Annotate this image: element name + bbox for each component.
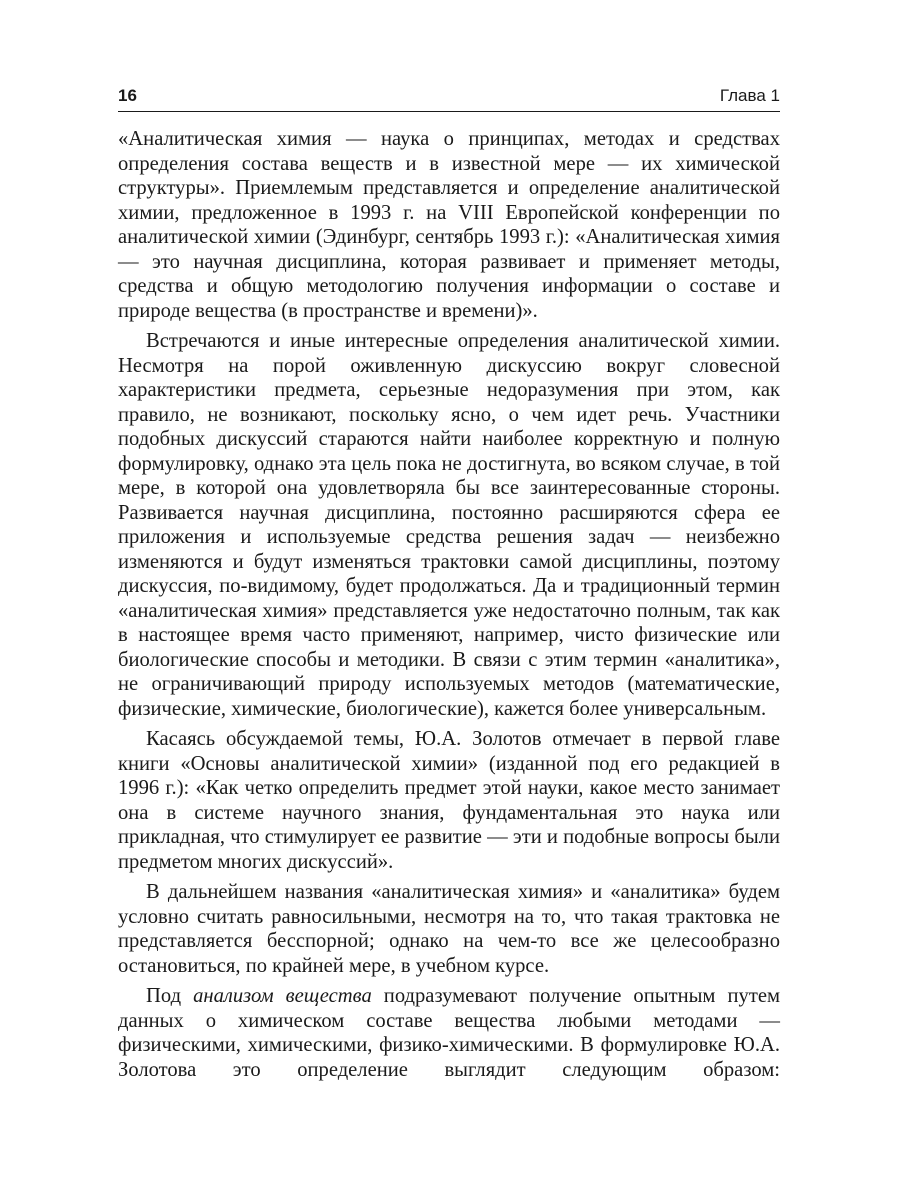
page-number: 16: [118, 86, 137, 105]
body-text: [118, 127, 780, 1082]
paragraph-4: В дальнейшем названия «аналитическая химия» и «аналитика» будем условно считать равносильными, несмотря на то, что такая трактовка не представляется бесспорной; однако на чем-то все же целесообразно остановиться, по крайней мере, в учебном курсе.: [118, 881, 780, 977]
paragraph-2: Встречаются и иные интересные определения аналитической химии. Несмотря на порой оживленную дискуссию вокруг словесной характеристики предмета, серьезные недоразумения при этом, как правило, не возникают, поскольку ясно, о чем идет речь. Участники подобных дискуссий стараются найти наиболее корректную и полную формулировку, однако эта цель пока не достигнута, во всяком случае, в той мере, в которой она удовлетворяла бы все заинтересованные стороны. Развивается научная дисциплина, постоянно расширяются сфера ее приложения и используемые средства решения задач — неизбежно изменяются и будут изменяться трактовки самой дисциплины, поэтому дискуссия, по-видимому, будет продолжаться. Да и традиционный термин «аналитическая химия» представляется уже недостаточно полным, так как в настоящее время часто применяют, например, чисто физические или биологические способы и методики. В связи с этим термин «аналитика», не ограничивающий природу используемых методов (математические, физические, химические, биологические), кажется более универсальным.: [118, 330, 780, 720]
header-rule: [118, 111, 780, 112]
paragraph-5: [118, 984, 780, 1082]
term-analysis-of-substance: анализом вещества: [193, 985, 372, 1007]
running-head: Глава 1: [719, 86, 780, 105]
page-header: [118, 86, 780, 106]
paragraph-3: Касаясь обсуждаемой темы, Ю.А. Золотов отмечает в первой главе книги «Основы аналитической химии» (изданной под его редакцией в 1996 г.): «Как четко определить предмет этой науки, какое место занимает она в системе научного знания, фундаментальная это наука или прикладная, что стимулирует ее развитие — эти и подобные вопросы были предметом многих дискуссий».: [118, 728, 780, 873]
paragraph-5-lead: Под: [146, 985, 194, 1007]
paragraph-1: «Аналитическая химия — наука о принципах, методах и средствах определения состава веществ и в известной мере — их химической структуры». Приемлемым представляется и определение аналитической химии, предложенное в 1993 г. на VIII Европейской конференции по аналитической химии (Эдинбург, сентябрь 1993 г.): «Аналитическая химия — это научная дисциплина, которая развивает и применяет методы, средства и общую методологию получения информации о составе и природе вещества (в пространстве и времени)».: [118, 128, 780, 322]
paragraph-5-text: подразумевают получение опытным путем данных о химическом составе вещества любыми методами — физическими, химическими, физико-химическими. В формулировке Ю.А. Золотова это определение выглядит следующим образом:: [118, 985, 780, 1081]
